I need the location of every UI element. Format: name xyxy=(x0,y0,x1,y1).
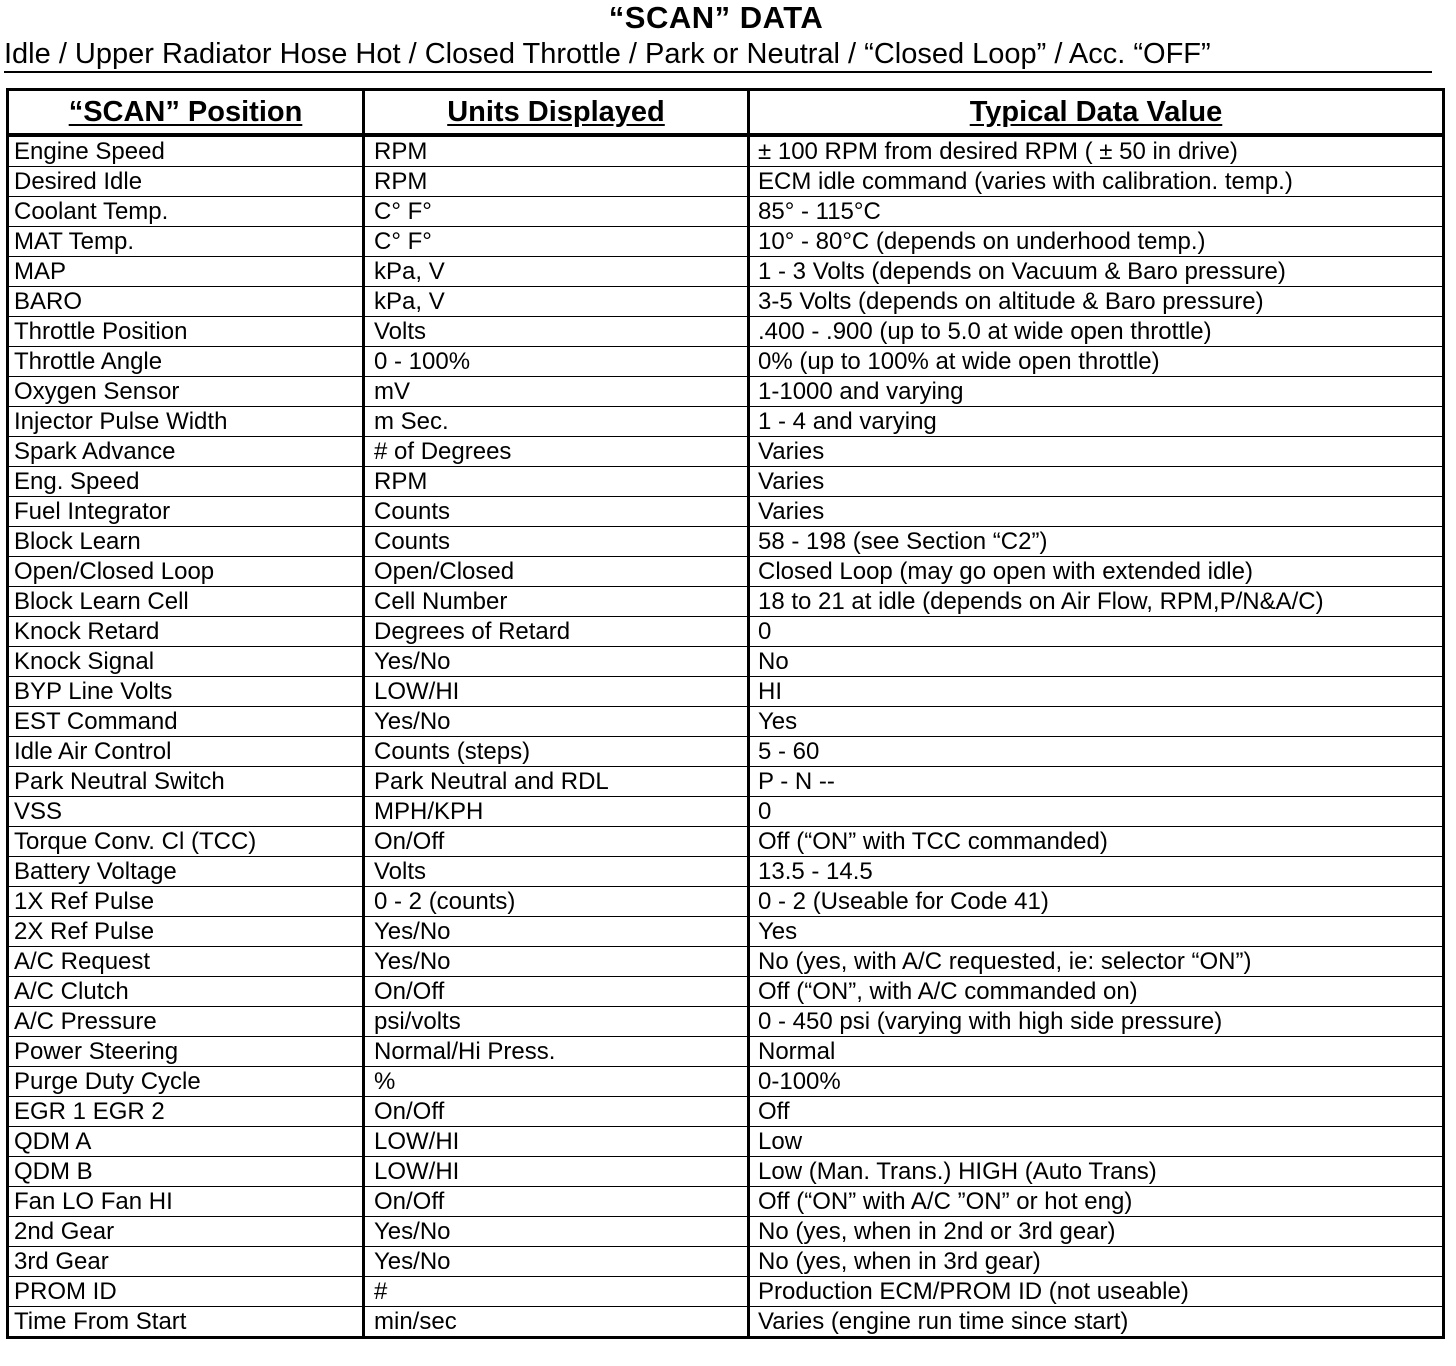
typical-data-value-cell: Varies xyxy=(749,467,1444,497)
scan-position-cell: Knock Retard xyxy=(8,617,364,647)
typical-data-value-cell: 0 xyxy=(749,617,1444,647)
table-row xyxy=(8,1307,1444,1338)
table-row xyxy=(8,1217,1444,1247)
units-displayed-cell: min/sec xyxy=(364,1307,749,1338)
units-displayed-cell: Yes/No xyxy=(364,1217,749,1247)
units-displayed-cell: C° F° xyxy=(364,227,749,257)
units-displayed-cell: Yes/No xyxy=(364,1247,749,1277)
typical-data-value-cell: Yes xyxy=(749,917,1444,947)
table-row xyxy=(8,737,1444,767)
typical-data-value-cell: 0-100% xyxy=(749,1067,1444,1097)
scan-position-cell: Time From Start xyxy=(8,1307,364,1338)
table-row xyxy=(8,135,1444,167)
typical-data-value-cell: Varies (engine run time since start) xyxy=(749,1307,1444,1338)
table-row xyxy=(8,347,1444,377)
typical-data-value-cell: 85° - 115°C xyxy=(749,197,1444,227)
typical-data-value-cell: Off (“ON” with TCC commanded) xyxy=(749,827,1444,857)
scan-position-cell: Idle Air Control xyxy=(8,737,364,767)
units-displayed-cell: On/Off xyxy=(364,1187,749,1217)
header-units-displayed xyxy=(364,90,749,136)
table-row xyxy=(8,707,1444,737)
table-row xyxy=(8,407,1444,437)
table-row xyxy=(8,1157,1444,1187)
scan-position-cell: VSS xyxy=(8,797,364,827)
typical-data-value-cell: 1 - 3 Volts (depends on Vacuum & Baro pressure) xyxy=(749,257,1444,287)
scan-position-cell: Fan LO Fan HI xyxy=(8,1187,364,1217)
units-displayed-cell: Counts (steps) xyxy=(364,737,749,767)
typical-data-value-cell: ECM idle command (varies with calibration. temp.) xyxy=(749,167,1444,197)
table-row xyxy=(8,437,1444,467)
typical-data-value-cell: 5 - 60 xyxy=(749,737,1444,767)
scan-position-cell: Coolant Temp. xyxy=(8,197,364,227)
scan-position-cell: Power Steering xyxy=(8,1037,364,1067)
header-scan-position-label: “SCAN” Position xyxy=(68,95,303,128)
units-displayed-cell: On/Off xyxy=(364,1097,749,1127)
typical-data-value-cell: Production ECM/PROM ID (not useable) xyxy=(749,1277,1444,1307)
table-row xyxy=(8,497,1444,527)
scan-position-cell: Block Learn xyxy=(8,527,364,557)
scan-position-cell: Oxygen Sensor xyxy=(8,377,364,407)
table-row xyxy=(8,917,1444,947)
scan-position-cell: Open/Closed Loop xyxy=(8,557,364,587)
typical-data-value-cell: 58 - 198 (see Section “C2”) xyxy=(749,527,1444,557)
table-row xyxy=(8,1067,1444,1097)
scan-position-cell: Torque Conv. Cl (TCC) xyxy=(8,827,364,857)
units-displayed-cell: # xyxy=(364,1277,749,1307)
scan-position-cell: Battery Voltage xyxy=(8,857,364,887)
scan-position-cell: Throttle Angle xyxy=(8,347,364,377)
table-row xyxy=(8,257,1444,287)
scan-position-cell: 2X Ref Pulse xyxy=(8,917,364,947)
units-displayed-cell: Degrees of Retard xyxy=(364,617,749,647)
table-row xyxy=(8,1097,1444,1127)
header-units-displayed-label: Units Displayed xyxy=(447,95,665,128)
typical-data-value-cell: 3-5 Volts (depends on altitude & Baro pressure) xyxy=(749,287,1444,317)
table-row xyxy=(8,647,1444,677)
table-row xyxy=(8,797,1444,827)
typical-data-value-cell: HI xyxy=(749,677,1444,707)
units-displayed-cell: MPH/KPH xyxy=(364,797,749,827)
scan-data-table xyxy=(6,88,1445,1339)
units-displayed-cell: Counts xyxy=(364,497,749,527)
table-row xyxy=(8,527,1444,557)
typical-data-value-cell: Low xyxy=(749,1127,1444,1157)
table-row xyxy=(8,1037,1444,1067)
typical-data-value-cell: Yes xyxy=(749,707,1444,737)
table-row xyxy=(8,287,1444,317)
scan-position-cell: QDM A xyxy=(8,1127,364,1157)
scan-position-cell: Spark Advance xyxy=(8,437,364,467)
units-displayed-cell: On/Off xyxy=(364,977,749,1007)
units-displayed-cell: kPa, V xyxy=(364,257,749,287)
table-row xyxy=(8,557,1444,587)
scan-position-cell: Injector Pulse Width xyxy=(8,407,364,437)
header-typical-data-value xyxy=(749,90,1444,136)
scan-position-cell: QDM B xyxy=(8,1157,364,1187)
units-displayed-cell: Cell Number xyxy=(364,587,749,617)
typical-data-value-cell: Off (“ON” with A/C ”ON” or hot eng) xyxy=(749,1187,1444,1217)
typical-data-value-cell: 0 - 450 psi (varying with high side pressure) xyxy=(749,1007,1444,1037)
table-row xyxy=(8,1127,1444,1157)
units-displayed-cell: % xyxy=(364,1067,749,1097)
scan-position-cell: Engine Speed xyxy=(8,135,364,167)
typical-data-value-cell: 0 - 2 (Useable for Code 41) xyxy=(749,887,1444,917)
table-row xyxy=(8,767,1444,797)
table-row xyxy=(8,1247,1444,1277)
units-displayed-cell: RPM xyxy=(364,167,749,197)
typical-data-value-cell: No (yes, when in 3rd gear) xyxy=(749,1247,1444,1277)
table-row xyxy=(8,227,1444,257)
header-typical-data-value-label: Typical Data Value xyxy=(969,95,1223,128)
typical-data-value-cell: Off (“ON”, with A/C commanded on) xyxy=(749,977,1444,1007)
units-displayed-cell: RPM xyxy=(364,467,749,497)
table-row xyxy=(8,317,1444,347)
units-displayed-cell: LOW/HI xyxy=(364,1127,749,1157)
table-row xyxy=(8,887,1444,917)
scan-position-cell: 2nd Gear xyxy=(8,1217,364,1247)
scan-position-cell: Block Learn Cell xyxy=(8,587,364,617)
scan-position-cell: PROM ID xyxy=(8,1277,364,1307)
scan-position-cell: Park Neutral Switch xyxy=(8,767,364,797)
typical-data-value-cell: No xyxy=(749,647,1444,677)
typical-data-value-cell: 1 - 4 and varying xyxy=(749,407,1444,437)
table-row xyxy=(8,617,1444,647)
typical-data-value-cell: Closed Loop (may go open with extended idle) xyxy=(749,557,1444,587)
units-displayed-cell: RPM xyxy=(364,135,749,167)
page-subtitle: Idle / Upper Radiator Hose Hot / Closed Throttle / Park or Neutral / “Closed Loop” / Acc. “OFF” xyxy=(4,37,1432,73)
typical-data-value-cell: Normal xyxy=(749,1037,1444,1067)
table-body xyxy=(8,135,1444,1338)
units-displayed-cell: Yes/No xyxy=(364,707,749,737)
header-row xyxy=(8,90,1444,136)
typical-data-value-cell: No (yes, when in 2nd or 3rd gear) xyxy=(749,1217,1444,1247)
table-row xyxy=(8,1277,1444,1307)
units-displayed-cell: m Sec. xyxy=(364,407,749,437)
scan-position-cell: 3rd Gear xyxy=(8,1247,364,1277)
scan-position-cell: A/C Clutch xyxy=(8,977,364,1007)
typical-data-value-cell: Varies xyxy=(749,497,1444,527)
units-displayed-cell: Volts xyxy=(364,317,749,347)
units-displayed-cell: Volts xyxy=(364,857,749,887)
units-displayed-cell: Counts xyxy=(364,527,749,557)
units-displayed-cell: On/Off xyxy=(364,827,749,857)
units-displayed-cell: kPa, V xyxy=(364,287,749,317)
scan-position-cell: A/C Request xyxy=(8,947,364,977)
scan-position-cell: 1X Ref Pulse xyxy=(8,887,364,917)
units-displayed-cell: Normal/Hi Press. xyxy=(364,1037,749,1067)
table-row xyxy=(8,977,1444,1007)
table-row xyxy=(8,1187,1444,1217)
units-displayed-cell: Open/Closed xyxy=(364,557,749,587)
typical-data-value-cell: Low (Man. Trans.) HIGH (Auto Trans) xyxy=(749,1157,1444,1187)
table-row xyxy=(8,167,1444,197)
table-row xyxy=(8,377,1444,407)
scan-position-cell: Purge Duty Cycle xyxy=(8,1067,364,1097)
typical-data-value-cell: P - N -- xyxy=(749,767,1444,797)
typical-data-value-cell: Off xyxy=(749,1097,1444,1127)
units-displayed-cell: mV xyxy=(364,377,749,407)
table-row xyxy=(8,827,1444,857)
scan-position-cell: Eng. Speed xyxy=(8,467,364,497)
units-displayed-cell: 0 - 2 (counts) xyxy=(364,887,749,917)
table-row xyxy=(8,197,1444,227)
scan-position-cell: Desired Idle xyxy=(8,167,364,197)
typical-data-value-cell: 1-1000 and varying xyxy=(749,377,1444,407)
scan-position-cell: EST Command xyxy=(8,707,364,737)
scan-position-cell: MAP xyxy=(8,257,364,287)
typical-data-value-cell: No (yes, with A/C requested, ie: selector “ON”) xyxy=(749,947,1444,977)
scan-position-cell: BYP Line Volts xyxy=(8,677,364,707)
page-title: “SCAN” DATA xyxy=(608,0,824,35)
units-displayed-cell: LOW/HI xyxy=(364,677,749,707)
typical-data-value-cell: 0 xyxy=(749,797,1444,827)
scan-position-cell: MAT Temp. xyxy=(8,227,364,257)
scan-position-cell: Knock Signal xyxy=(8,647,364,677)
typical-data-value-cell: 18 to 21 at idle (depends on Air Flow, RPM,P/N&A/C) xyxy=(749,587,1444,617)
units-displayed-cell: C° F° xyxy=(364,197,749,227)
table-row xyxy=(8,467,1444,497)
table-row xyxy=(8,587,1444,617)
typical-data-value-cell: Varies xyxy=(749,437,1444,467)
scan-position-cell: Fuel Integrator xyxy=(8,497,364,527)
header-scan-position xyxy=(8,90,364,136)
units-displayed-cell: LOW/HI xyxy=(364,1157,749,1187)
table-row xyxy=(8,947,1444,977)
table-row xyxy=(8,677,1444,707)
typical-data-value-cell: 10° - 80°C (depends on underhood temp.) xyxy=(749,227,1444,257)
typical-data-value-cell: 0% (up to 100% at wide open throttle) xyxy=(749,347,1444,377)
scan-position-cell: EGR 1 EGR 2 xyxy=(8,1097,364,1127)
scan-position-cell: BARO xyxy=(8,287,364,317)
units-displayed-cell: Yes/No xyxy=(364,947,749,977)
typical-data-value-cell: ± 100 RPM from desired RPM ( ± 50 in drive) xyxy=(749,135,1444,167)
units-displayed-cell: # of Degrees xyxy=(364,437,749,467)
units-displayed-cell: Yes/No xyxy=(364,647,749,677)
scan-position-cell: A/C Pressure xyxy=(8,1007,364,1037)
units-displayed-cell: Park Neutral and RDL xyxy=(364,767,749,797)
units-displayed-cell: Yes/No xyxy=(364,917,749,947)
typical-data-value-cell: 13.5 - 14.5 xyxy=(749,857,1444,887)
table-row xyxy=(8,857,1444,887)
typical-data-value-cell: .400 - .900 (up to 5.0 at wide open throttle) xyxy=(749,317,1444,347)
units-displayed-cell: 0 - 100% xyxy=(364,347,749,377)
scan-position-cell: Throttle Position xyxy=(8,317,364,347)
units-displayed-cell: psi/volts xyxy=(364,1007,749,1037)
table-row xyxy=(8,1007,1444,1037)
